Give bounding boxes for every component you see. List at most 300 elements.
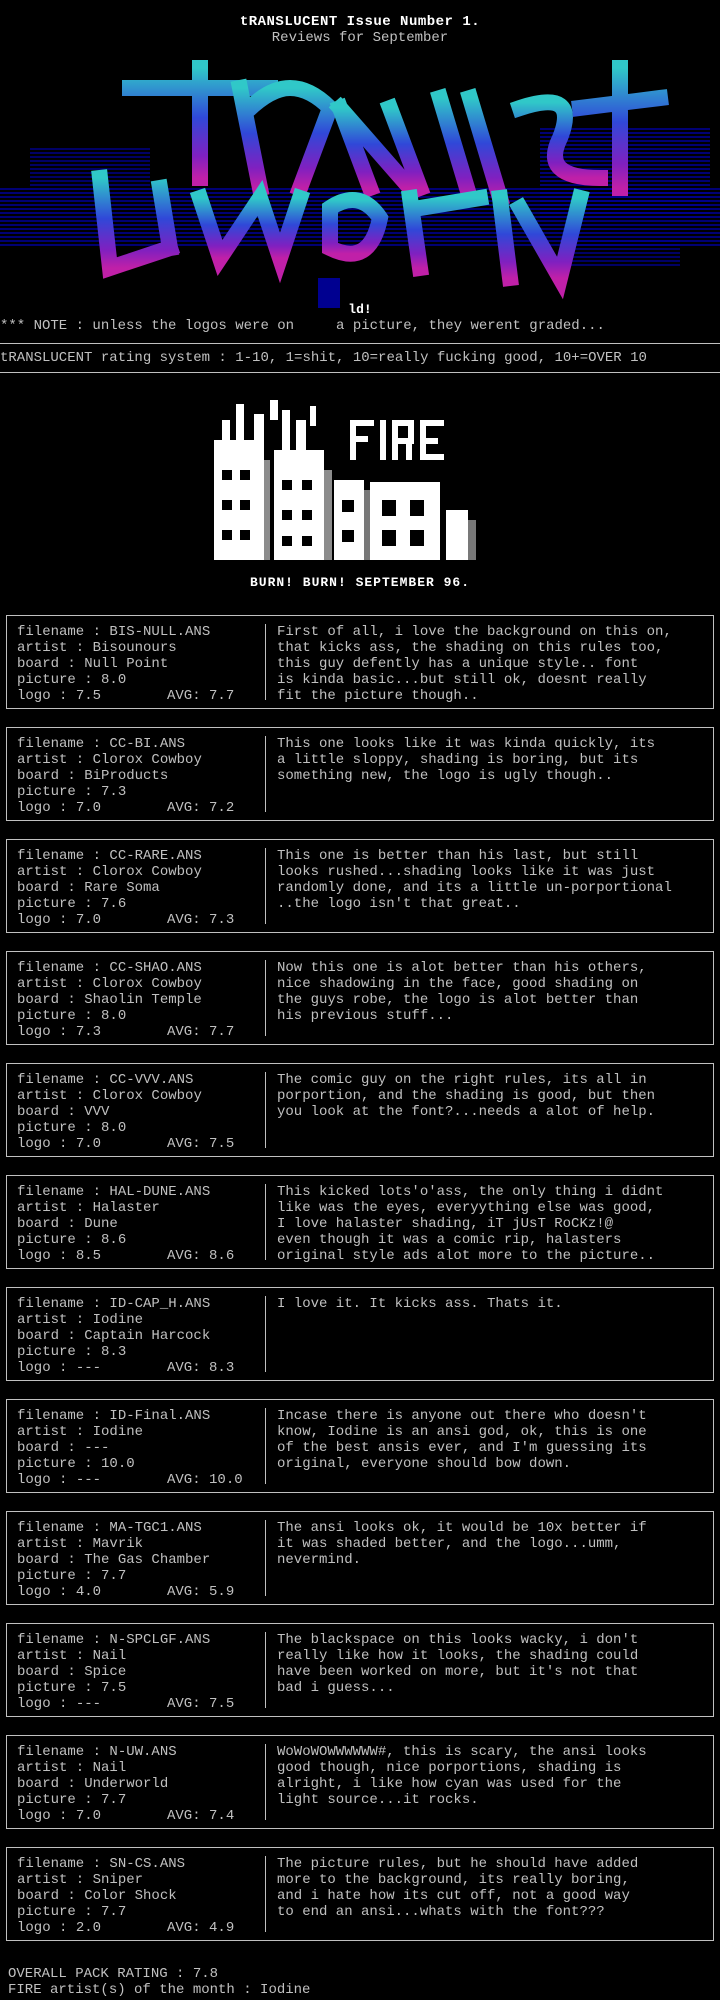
review-artist-label: artist : <box>17 1760 93 1776</box>
review-picture-label: picture : <box>17 1904 102 1920</box>
review-comment-line <box>277 912 707 928</box>
review-comment-line: more to the background, its really boring, <box>277 1872 630 1888</box>
review-filename-label: filename : <box>17 848 110 864</box>
review-filename-row <box>17 1184 261 1200</box>
issue-title: tRANSLUCENT Issue Number 1. <box>239 14 481 30</box>
review-card <box>6 1623 714 1717</box>
review-card <box>6 1399 714 1493</box>
review-logo-row <box>17 1808 261 1824</box>
review-comment-line <box>277 1136 707 1152</box>
review-comment-line: This kicked lots'o'ass, the only thing i didnt <box>277 1184 664 1200</box>
review-logo-row <box>17 800 261 816</box>
review-divider <box>265 1744 266 1820</box>
review-board: Underworld <box>84 1776 169 1792</box>
review-logo: --- <box>75 1696 102 1712</box>
review-comment-line: really like how it looks, the shading could <box>277 1648 639 1664</box>
review-artist-label: artist : <box>17 752 93 768</box>
review-picture: 7.3 <box>101 784 127 800</box>
review-picture-label: picture : <box>17 1232 102 1248</box>
review-avg-label: AVG: <box>167 1696 210 1712</box>
review-avg <box>167 688 234 704</box>
review-comment-line: alright, i like how cyan was used for the <box>277 1776 622 1792</box>
review-avg-value: 7.7 <box>209 688 235 704</box>
review-comment-line: nevermind. <box>277 1552 362 1568</box>
review-logo-row <box>17 912 261 928</box>
review-filename: CC-VVV.ANS <box>109 1072 194 1088</box>
review-comment <box>277 1856 707 1936</box>
review-logo: 7.3 <box>75 1024 102 1040</box>
review-filename-row <box>17 1632 261 1648</box>
review-artist-row <box>17 1088 261 1104</box>
review-comment <box>277 1184 707 1264</box>
review-avg <box>167 1920 234 1936</box>
review-avg-label: AVG: <box>167 1584 210 1600</box>
review-filename-row <box>17 736 261 752</box>
review-card <box>6 951 714 1045</box>
review-picture-row <box>17 1792 261 1808</box>
review-board-label: board : <box>17 1776 85 1792</box>
review-board-row <box>17 1776 261 1792</box>
review-artist: Clorox Cowboy <box>92 976 202 992</box>
review-picture-row <box>17 784 261 800</box>
review-picture-label: picture : <box>17 1680 102 1696</box>
review-board-label: board : <box>17 768 85 784</box>
issue-subtitle: Reviews for September <box>271 30 449 46</box>
review-filename-label: filename : <box>17 1184 110 1200</box>
review-meta <box>17 1632 261 1712</box>
review-artist-label: artist : <box>17 1648 93 1664</box>
review-filename-label: filename : <box>17 1072 110 1088</box>
review-meta <box>17 624 261 704</box>
review-comment-line: is kinda basic...but still ok, doesnt really <box>277 672 647 688</box>
overall-rating: OVERALL PACK RATING : 7.8 <box>8 1966 219 1982</box>
review-board-row <box>17 1216 261 1232</box>
review-meta <box>17 848 261 928</box>
review-comment-line: looks rushed...shading looks like it was just <box>277 864 656 880</box>
review-filename: CC-BI.ANS <box>109 736 186 752</box>
review-comment <box>277 1744 707 1824</box>
review-filename-label: filename : <box>17 960 110 976</box>
review-picture-row <box>17 672 261 688</box>
review-card <box>6 1063 714 1157</box>
review-comment-line: WoWoWOWWWWWW#, this is scary, the ansi looks <box>277 1744 647 1760</box>
review-picture-label: picture : <box>17 1792 102 1808</box>
review-filename-label: filename : <box>17 624 110 640</box>
review-filename: N-SPCLGF.ANS <box>109 1632 211 1648</box>
review-artist-row <box>17 1760 261 1776</box>
review-picture-label: picture : <box>17 1344 102 1360</box>
review-picture-label: picture : <box>17 672 102 688</box>
review-comment-line <box>277 1328 707 1344</box>
review-comment-line <box>277 1344 707 1360</box>
review-comment-line: know, Iodine is an ansi god, ok, this is one <box>277 1424 647 1440</box>
review-avg-label: AVG: <box>167 1248 210 1264</box>
review-picture-row <box>17 896 261 912</box>
review-divider <box>265 1856 266 1932</box>
review-meta <box>17 1856 261 1936</box>
review-picture-row <box>17 1904 261 1920</box>
review-picture-row <box>17 1680 261 1696</box>
review-filename-label: filename : <box>17 736 110 752</box>
review-comment-line <box>277 1120 707 1136</box>
review-avg-label: AVG: <box>167 1808 210 1824</box>
pack-summary <box>8 1966 310 1998</box>
review-meta <box>17 1072 261 1152</box>
review-artist: Halaster <box>92 1200 160 1216</box>
review-avg-value: 7.4 <box>209 1808 235 1824</box>
review-logo-row <box>17 688 261 704</box>
review-avg <box>167 1360 234 1376</box>
review-board-row <box>17 768 261 784</box>
review-logo-row <box>17 1584 261 1600</box>
review-comment-line <box>277 1808 707 1824</box>
review-artist-row <box>17 640 261 656</box>
review-artist-row <box>17 1200 261 1216</box>
review-artist: Nail <box>92 1760 127 1776</box>
divider-line <box>0 372 720 373</box>
review-comment <box>277 624 707 704</box>
review-filename-row <box>17 1408 261 1424</box>
review-artist: Clorox Cowboy <box>92 1088 202 1104</box>
review-filename: SN-CS.ANS <box>109 1856 186 1872</box>
review-comment-line: his previous stuff... <box>277 1008 454 1024</box>
review-comment-line <box>277 784 707 800</box>
review-artist-label: artist : <box>17 1536 93 1552</box>
review-avg <box>167 1024 234 1040</box>
review-avg-value: 4.9 <box>209 1920 235 1936</box>
review-filename: MA-TGC1.ANS <box>109 1520 202 1536</box>
review-filename-row <box>17 1296 261 1312</box>
review-avg <box>167 1584 234 1600</box>
review-board-label: board : <box>17 1328 85 1344</box>
review-avg-value: 8.3 <box>209 1360 235 1376</box>
grading-note: *** NOTE : unless the logos were on a picture, they werent graded... <box>0 318 605 334</box>
review-avg <box>167 1136 234 1152</box>
review-picture: 7.7 <box>101 1792 127 1808</box>
review-board: Captain Harcock <box>84 1328 211 1344</box>
review-filename-label: filename : <box>17 1632 110 1648</box>
review-logo: 7.0 <box>75 912 102 928</box>
review-comment-line: even though it was a comic rip, halasters <box>277 1232 622 1248</box>
review-picture-label: picture : <box>17 896 102 912</box>
review-logo: 8.5 <box>75 1248 102 1264</box>
review-board-row <box>17 1328 261 1344</box>
review-avg-label: AVG: <box>167 688 210 704</box>
review-artist-label: artist : <box>17 864 93 880</box>
review-comment-line: and i hate how its cut off, not a good way <box>277 1888 630 1904</box>
review-board-label: board : <box>17 656 85 672</box>
pack-tagline: BURN! BURN! SEPTEMBER 96. <box>249 575 471 590</box>
review-comment-line: nice shadowing in the face, good shading on <box>277 976 639 992</box>
review-artist: Clorox Cowboy <box>92 864 202 880</box>
review-comment-line: Incase there is anyone out there who doesn't <box>277 1408 647 1424</box>
review-board: Spice <box>84 1664 127 1680</box>
review-avg-value: 8.6 <box>209 1248 235 1264</box>
review-comment <box>277 1520 707 1600</box>
review-comment-line: The blackspace on this looks wacky, i don't <box>277 1632 639 1648</box>
review-divider <box>265 1296 266 1372</box>
review-board-row <box>17 1552 261 1568</box>
review-comment-line <box>277 1312 707 1328</box>
review-board: Null Point <box>84 656 169 672</box>
review-comment-line: The comic guy on the right rules, its all in <box>277 1072 647 1088</box>
review-artist: Bisounours <box>92 640 177 656</box>
review-avg <box>167 1248 234 1264</box>
review-artist: Clorox Cowboy <box>92 752 202 768</box>
review-logo-label: logo : <box>17 1920 76 1936</box>
review-logo-row <box>17 1920 261 1936</box>
review-artist-row <box>17 1312 261 1328</box>
review-logo-label: logo : <box>17 1248 76 1264</box>
review-board-label: board : <box>17 1552 85 1568</box>
review-picture: 7.6 <box>101 896 127 912</box>
review-filename: CC-RARE.ANS <box>109 848 202 864</box>
review-comment-line: original style ads alot more to the picture.. <box>277 1248 656 1264</box>
review-picture: 8.3 <box>101 1344 127 1360</box>
review-picture: 10.0 <box>101 1456 135 1472</box>
review-board-row <box>17 880 261 896</box>
review-artist-label: artist : <box>17 976 93 992</box>
review-board-row <box>17 656 261 672</box>
review-meta <box>17 1184 261 1264</box>
fire-pack-logo <box>210 400 490 570</box>
review-avg-value: 7.7 <box>209 1024 235 1040</box>
review-comment-line: that kicks ass, the shading on this rules too, <box>277 640 664 656</box>
review-comment-line: The picture rules, but he should have added <box>277 1856 639 1872</box>
review-comment-line: light source...it rocks. <box>277 1792 479 1808</box>
review-artist-row <box>17 1424 261 1440</box>
review-logo-label: logo : <box>17 1584 76 1600</box>
review-comment-line <box>277 1360 707 1376</box>
review-comment-line <box>277 1024 707 1040</box>
review-comment-line <box>277 1568 707 1584</box>
review-divider <box>265 736 266 812</box>
review-filename-label: filename : <box>17 1296 110 1312</box>
review-logo-row <box>17 1136 261 1152</box>
review-avg-label: AVG: <box>167 912 210 928</box>
review-board-row <box>17 1664 261 1680</box>
review-comment-line: bad i guess... <box>277 1680 395 1696</box>
review-logo: 4.0 <box>75 1584 102 1600</box>
review-comment-line: something new, the logo is ugly though.. <box>277 768 614 784</box>
review-artist-row <box>17 1872 261 1888</box>
review-picture: 8.6 <box>101 1232 127 1248</box>
review-comment <box>277 1072 707 1152</box>
review-logo-row <box>17 1360 261 1376</box>
review-artist: Iodine <box>92 1424 144 1440</box>
review-board-row <box>17 1104 261 1120</box>
review-avg-label: AVG: <box>167 1360 210 1376</box>
review-logo-row <box>17 1696 261 1712</box>
review-artist-row <box>17 864 261 880</box>
review-logo-label: logo : <box>17 688 76 704</box>
review-artist: Nail <box>92 1648 127 1664</box>
review-avg-value: 7.3 <box>209 912 235 928</box>
review-board-label: board : <box>17 1104 85 1120</box>
review-meta <box>17 1744 261 1824</box>
review-avg-label: AVG: <box>167 1472 210 1488</box>
review-card <box>6 1175 714 1269</box>
review-comment-line: This one is better than his last, but still <box>277 848 639 864</box>
review-avg-label: AVG: <box>167 1136 210 1152</box>
review-comment <box>277 736 707 816</box>
review-logo: 7.0 <box>75 800 102 816</box>
review-filename-label: filename : <box>17 1856 110 1872</box>
review-comment-line: This one looks like it was kinda quickly, its <box>277 736 656 752</box>
review-board: The Gas Chamber <box>84 1552 211 1568</box>
review-avg-value: 5.9 <box>209 1584 235 1600</box>
review-comment-line <box>277 800 707 816</box>
review-card <box>6 1511 714 1605</box>
review-board-row <box>17 1888 261 1904</box>
review-picture-row <box>17 1456 261 1472</box>
review-comment-line: this guy defently has a unique style.. font <box>277 656 639 672</box>
review-comment <box>277 1408 707 1488</box>
translucent-logo <box>0 48 720 308</box>
review-board: VVV <box>84 1104 110 1120</box>
review-comment-line: like was the eyes, everyything else was good, <box>277 1200 656 1216</box>
review-filename-row <box>17 1856 261 1872</box>
review-divider <box>265 1184 266 1260</box>
review-picture: 8.0 <box>101 1120 127 1136</box>
review-board: Dune <box>84 1216 118 1232</box>
review-avg <box>167 1808 234 1824</box>
review-comment-line: fit the picture though.. <box>277 688 479 704</box>
review-picture: 8.0 <box>101 1008 127 1024</box>
review-comment-line: good though, nice porportions, shading is <box>277 1760 622 1776</box>
review-picture-row <box>17 1344 261 1360</box>
review-board-label: board : <box>17 1664 85 1680</box>
review-artist-row <box>17 1536 261 1552</box>
review-filename: ID-Final.ANS <box>109 1408 211 1424</box>
review-artist-row <box>17 976 261 992</box>
review-comment-line <box>277 1472 707 1488</box>
review-picture: 8.0 <box>101 672 127 688</box>
review-board-label: board : <box>17 1216 85 1232</box>
review-meta <box>17 1520 261 1600</box>
review-avg-value: 10.0 <box>209 1472 243 1488</box>
review-filename: N-UW.ANS <box>109 1744 177 1760</box>
review-comment-line: to end an ansi...whats with the font??? <box>277 1904 605 1920</box>
review-board-label: board : <box>17 1440 85 1456</box>
review-comment-line: randomly done, and its a little un-porportional <box>277 880 672 896</box>
review-meta <box>17 736 261 816</box>
review-board-row <box>17 1440 261 1456</box>
review-comment <box>277 1632 707 1712</box>
review-divider <box>265 1632 266 1708</box>
review-filename-row <box>17 960 261 976</box>
review-comment-line: of the best ansis ever, and I'm guessing its <box>277 1440 647 1456</box>
review-logo-label: logo : <box>17 800 76 816</box>
review-comment-line <box>277 1696 707 1712</box>
review-comment-line: I love halaster shading, iT jUsT RoCKz!@ <box>277 1216 614 1232</box>
review-divider <box>265 848 266 924</box>
review-divider <box>265 960 266 1036</box>
review-comment-line: original, everyone should bow down. <box>277 1456 572 1472</box>
review-comment-line: First of all, i love the background on this on, <box>277 624 672 640</box>
review-picture-label: picture : <box>17 1456 102 1472</box>
review-avg <box>167 1696 234 1712</box>
review-picture-row <box>17 1232 261 1248</box>
review-board-row <box>17 992 261 1008</box>
review-comment-line: Now this one is alot better than his others, <box>277 960 647 976</box>
review-artist-row <box>17 1648 261 1664</box>
review-logo: --- <box>75 1472 102 1488</box>
review-board: Shaolin Temple <box>84 992 202 1008</box>
review-avg-label: AVG: <box>167 1024 210 1040</box>
review-filename-row <box>17 848 261 864</box>
review-comment-line: The ansi looks ok, it would be 10x better if <box>277 1520 647 1536</box>
review-divider <box>265 1408 266 1484</box>
logo-credit: ld! <box>348 302 372 317</box>
review-artist-label: artist : <box>17 1872 93 1888</box>
review-filename-label: filename : <box>17 1744 110 1760</box>
review-filename-row <box>17 1072 261 1088</box>
review-comment-line: the guys robe, the logo is alot better than <box>277 992 639 1008</box>
review-board: BiProducts <box>84 768 169 784</box>
artist-of-month: FIRE artist(s) of the month : Iodine <box>8 1982 311 1998</box>
review-comment <box>277 960 707 1040</box>
review-logo-label: logo : <box>17 1696 76 1712</box>
review-board-label: board : <box>17 992 85 1008</box>
review-comment <box>277 848 707 928</box>
review-board: Color Shock <box>84 1888 177 1904</box>
review-board: Rare Soma <box>84 880 160 896</box>
review-comment <box>277 1296 707 1376</box>
review-filename-row <box>17 624 261 640</box>
review-artist: Mavrik <box>92 1536 144 1552</box>
review-picture: 7.5 <box>101 1680 127 1696</box>
review-filename-row <box>17 1744 261 1760</box>
review-logo: 2.0 <box>75 1920 102 1936</box>
review-divider <box>265 1520 266 1596</box>
review-card <box>6 1735 714 1829</box>
review-filename: CC-SHAO.ANS <box>109 960 202 976</box>
review-logo: 7.0 <box>75 1136 102 1152</box>
review-comment-line: it was shaded better, and the logo...umm, <box>277 1536 622 1552</box>
review-logo-label: logo : <box>17 1024 76 1040</box>
review-board-label: board : <box>17 880 85 896</box>
review-logo-label: logo : <box>17 1472 76 1488</box>
review-artist-label: artist : <box>17 1424 93 1440</box>
review-comment-line: porportion, and the shading is good, but then <box>277 1088 656 1104</box>
review-divider <box>265 1072 266 1148</box>
review-comment-line: I love it. It kicks ass. Thats it. <box>277 1296 563 1312</box>
review-artist-label: artist : <box>17 1088 93 1104</box>
review-comment-line: a little sloppy, shading is boring, but its <box>277 752 639 768</box>
review-comment-line: you look at the font?...needs a alot of help. <box>277 1104 656 1120</box>
review-picture: 7.7 <box>101 1568 127 1584</box>
review-artist: Iodine <box>92 1312 144 1328</box>
review-artist-label: artist : <box>17 640 93 656</box>
review-meta <box>17 1408 261 1488</box>
review-logo: 7.5 <box>75 688 102 704</box>
review-avg <box>167 912 234 928</box>
review-logo-label: logo : <box>17 1808 76 1824</box>
rating-system: tRANSLUCENT rating system : 1-10, 1=shit, 10=really fucking good, 10+=OVER 10 <box>0 350 647 366</box>
review-board-label: board : <box>17 1888 85 1904</box>
review-comment-line <box>277 1584 707 1600</box>
review-meta <box>17 960 261 1040</box>
review-card <box>6 615 714 709</box>
review-card <box>6 839 714 933</box>
review-logo-row <box>17 1472 261 1488</box>
review-filename-label: filename : <box>17 1408 110 1424</box>
review-filename: ID-CAP_H.ANS <box>109 1296 211 1312</box>
review-avg-value: 7.5 <box>209 1696 235 1712</box>
review-meta <box>17 1296 261 1376</box>
review-avg <box>167 800 234 816</box>
